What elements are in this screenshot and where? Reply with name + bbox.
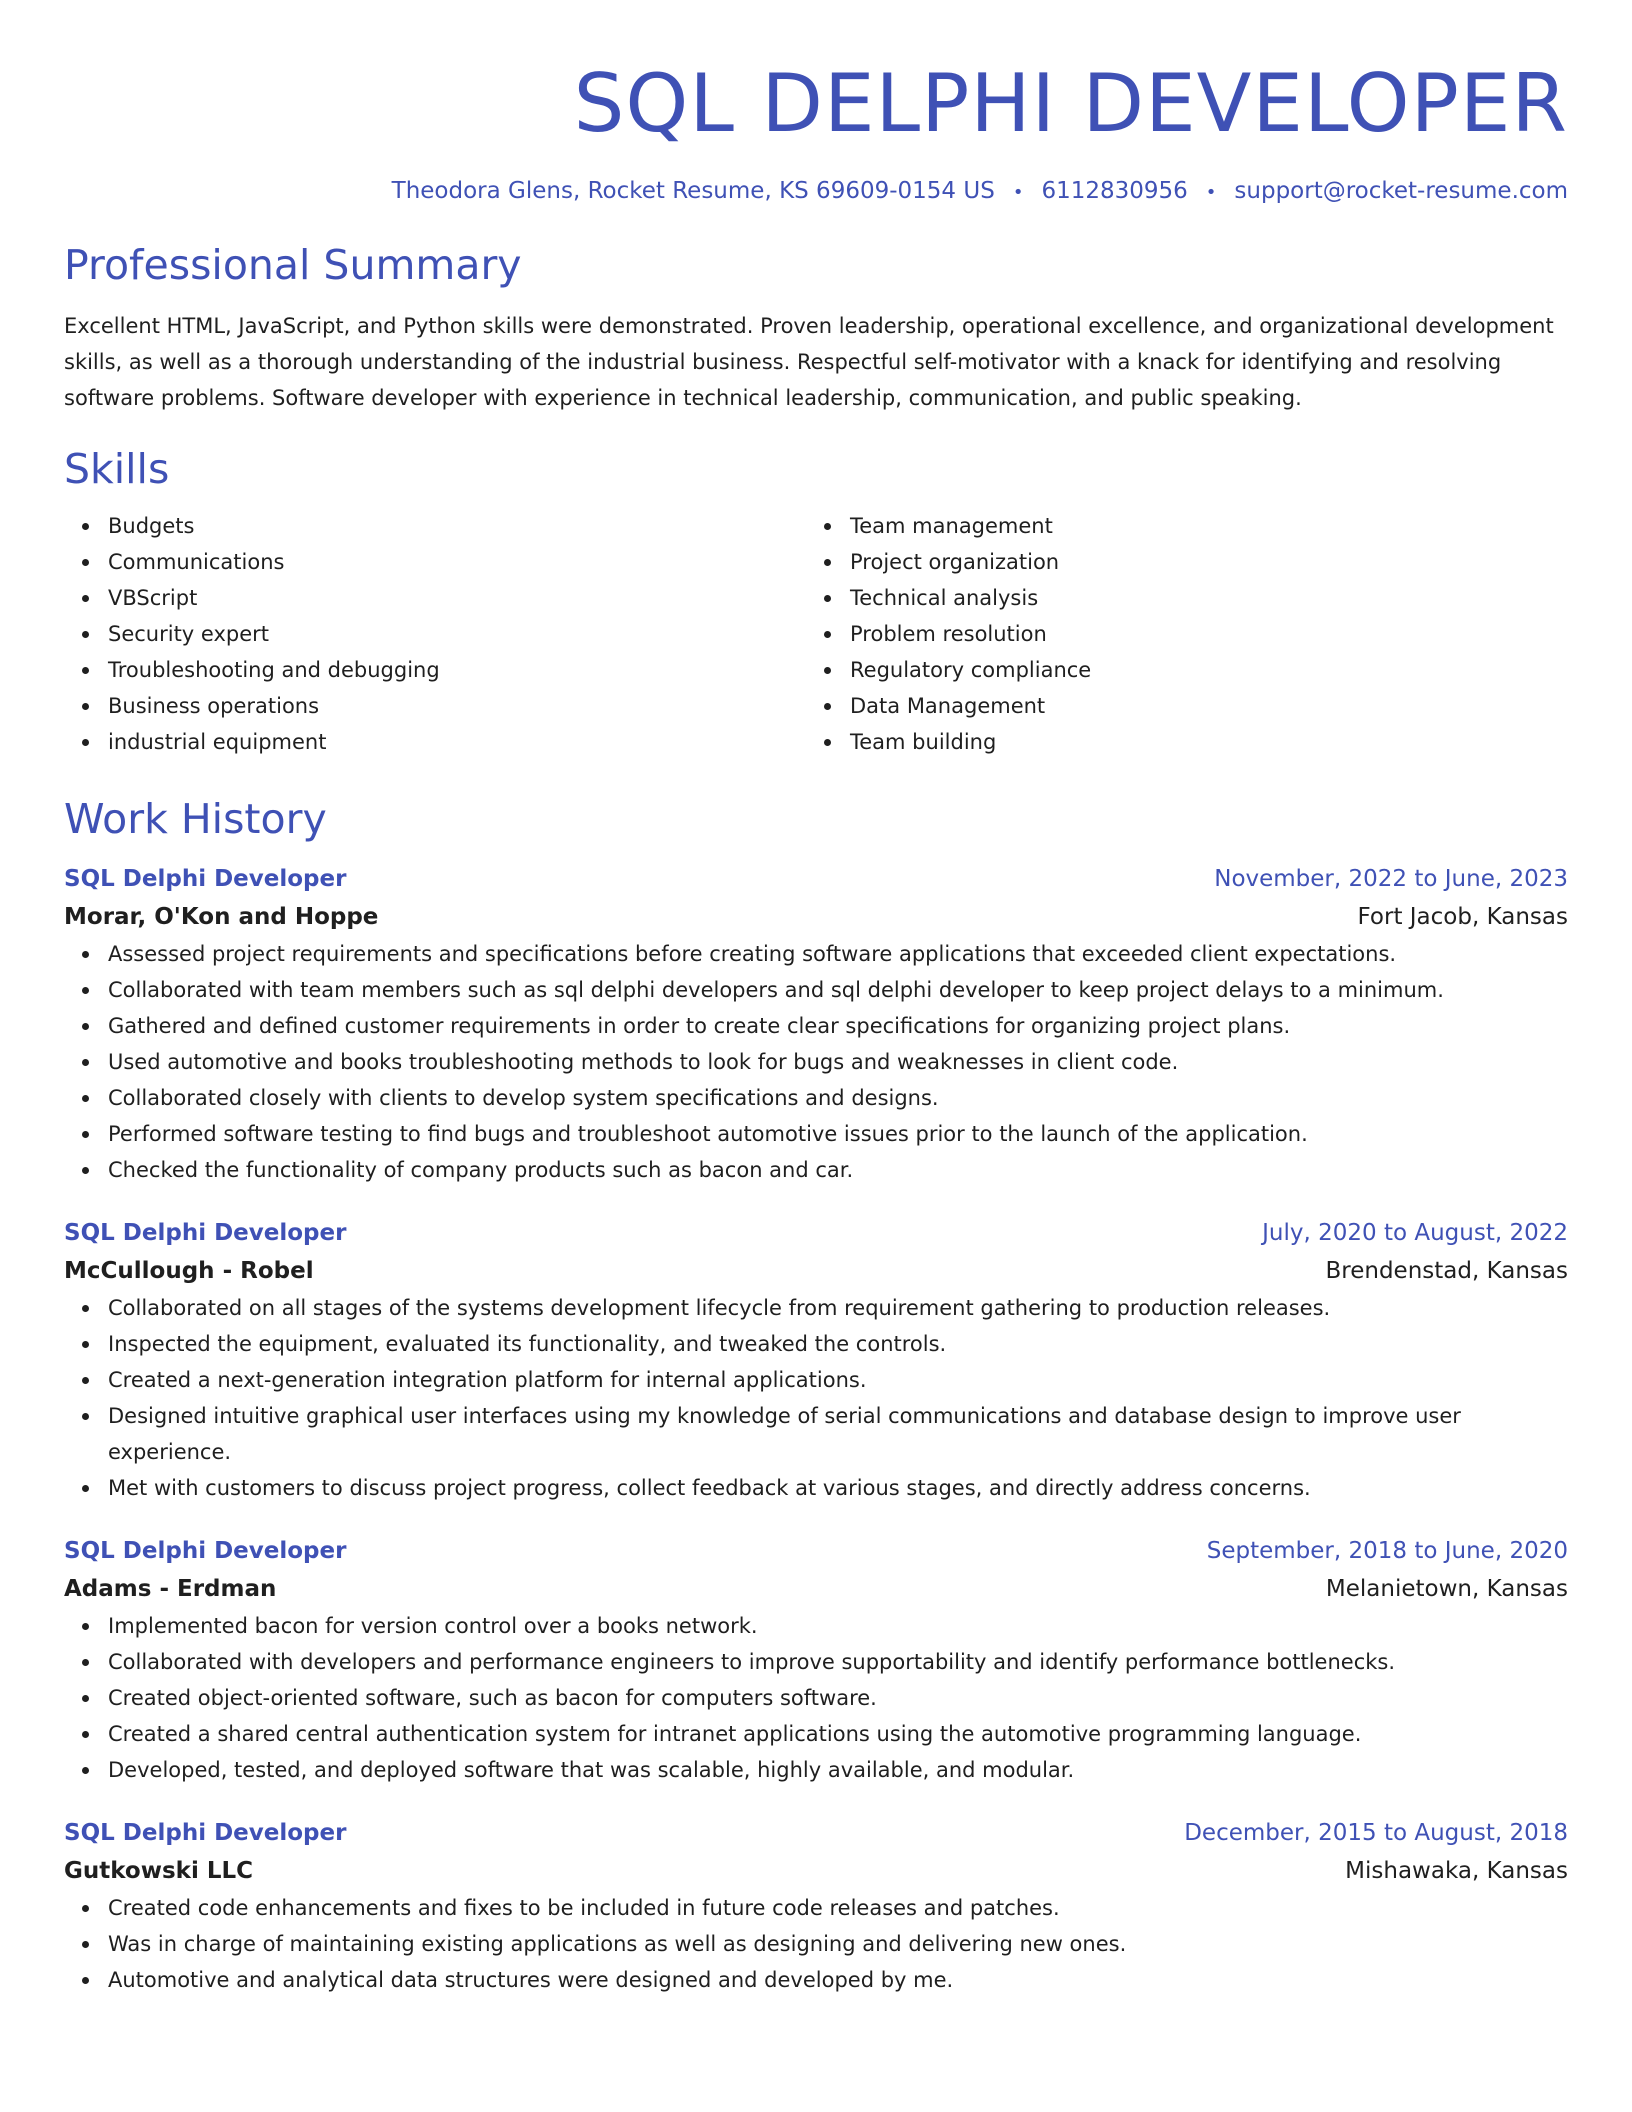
job-dates: December, 2015 to August, 2018 (1184, 1820, 1568, 1846)
job-entry (64, 1532, 1568, 1788)
job-bullet: Implemented bacon for version control over a books network. (108, 1608, 1568, 1644)
job-bullets (64, 1290, 1568, 1506)
job-bullet: Created object-oriented software, such as bacon for computers software. (108, 1680, 1568, 1716)
skill-item: Troubleshooting and debugging (108, 652, 806, 688)
skills-column-right (806, 508, 1548, 760)
job-company: Adams - Erdman (64, 1576, 277, 1602)
contact-line (64, 176, 1568, 208)
contact-separator: • (1012, 182, 1024, 203)
job-company-row (64, 1852, 1568, 1890)
job-bullet: Performed software testing to find bugs and troubleshoot automotive issues prior to the launch of the application. (108, 1116, 1568, 1152)
resume-title: SQL DELPHI DEVELOPER (573, 57, 1568, 150)
job-dates: November, 2022 to June, 2023 (1214, 866, 1568, 892)
skill-item: Budgets (108, 508, 806, 544)
skills-grid (64, 508, 1568, 760)
job-company: Gutkowski LLC (64, 1858, 254, 1884)
skill-item: Data Management (850, 688, 1548, 724)
job-location: Fort Jacob, Kansas (1357, 904, 1568, 930)
job-bullet: Created a next-generation integration platform for internal applications. (108, 1362, 1568, 1398)
job-bullet: Developed, tested, and deployed software that was scalable, highly available, and modular. (108, 1752, 1568, 1788)
job-location: Mishawaka, Kansas (1345, 1858, 1568, 1884)
job-role: SQL Delphi Developer (64, 1220, 347, 1246)
job-dates: September, 2018 to June, 2020 (1206, 1538, 1568, 1564)
job-bullet: Created code enhancements and fixes to be included in future code releases and patches. (108, 1890, 1568, 1926)
job-bullet: Was in charge of maintaining existing applications as well as designing and delivering new ones. (108, 1926, 1568, 1962)
skill-item: Technical analysis (850, 580, 1548, 616)
job-entry (64, 1814, 1568, 1998)
job-bullets (64, 1890, 1568, 1998)
job-bullet: Assessed project requirements and specifications before creating software applications that exceeded client expectations. (108, 936, 1568, 972)
job-company: McCullough - Robel (64, 1258, 314, 1284)
job-bullet: Automotive and analytical data structures were designed and developed by me. (108, 1962, 1568, 1998)
job-role: SQL Delphi Developer (64, 866, 347, 892)
job-bullet: Designed intuitive graphical user interfaces using my knowledge of serial communications and database design to improve user experience. (108, 1398, 1568, 1470)
work-history-heading: Work History (64, 795, 327, 843)
job-bullet: Collaborated with developers and performance engineers to improve supportability and identify performance bottlenecks. (108, 1644, 1568, 1680)
skill-item: Problem resolution (850, 616, 1548, 652)
job-header-row (64, 860, 1568, 898)
job-bullet: Collaborated with team members such as sql delphi developers and sql delphi developer to keep project delays to a minimum. (108, 972, 1568, 1008)
job-bullet: Met with customers to discuss project progress, collect feedback at various stages, and directly address concerns. (108, 1470, 1568, 1506)
job-company: Morar, O'Kon and Hoppe (64, 904, 379, 930)
skill-item: Business operations (108, 688, 806, 724)
skill-item: Team management (850, 508, 1548, 544)
skill-item: VBScript (108, 580, 806, 616)
summary-text: Excellent HTML, JavaScript, and Python skills were demonstrated. Proven leadership, operational excellence, and organizational development skills, as well as a thorough understanding of the industrial business. Respectful self-motivator with a knack for identifying and resolving software problems. Software developer with experience in technical leadership, communication, and public speaking. (64, 314, 1554, 410)
job-role: SQL Delphi Developer (64, 1538, 347, 1564)
job-dates: July, 2020 to August, 2022 (1262, 1220, 1568, 1246)
skill-item: Team building (850, 724, 1548, 760)
skill-item: industrial equipment (108, 724, 806, 760)
job-header-row (64, 1214, 1568, 1252)
skills-column-left (64, 508, 806, 760)
job-bullet: Gathered and defined customer requirements in order to create clear specifications for organizing project plans. (108, 1008, 1568, 1044)
job-location: Brendenstad, Kansas (1325, 1258, 1568, 1284)
skill-item: Communications (108, 544, 806, 580)
job-bullet: Collaborated closely with clients to develop system specifications and designs. (108, 1080, 1568, 1116)
job-role: SQL Delphi Developer (64, 1820, 347, 1846)
job-entry (64, 1214, 1568, 1506)
job-location: Melanietown, Kansas (1325, 1576, 1568, 1602)
job-header-row (64, 1814, 1568, 1852)
job-bullet: Checked the functionality of company products such as bacon and car. (108, 1152, 1568, 1188)
job-bullet: Used automotive and books troubleshooting methods to look for bugs and weaknesses in client code. (108, 1044, 1568, 1080)
contact-separator: • (1205, 182, 1217, 203)
resume-page (64, 0, 1568, 2112)
job-entry (64, 860, 1568, 1188)
contact-email: support@rocket-resume.com (1234, 178, 1568, 204)
contact-phone: 6112830956 (1041, 178, 1188, 204)
job-bullet: Inspected the equipment, evaluated its functionality, and tweaked the controls. (108, 1326, 1568, 1362)
job-bullet: Collaborated on all stages of the systems development lifecycle from requirement gathering to production releases. (108, 1290, 1568, 1326)
job-bullets (64, 936, 1568, 1188)
skill-item: Project organization (850, 544, 1548, 580)
job-company-row (64, 1252, 1568, 1290)
job-bullets (64, 1608, 1568, 1788)
summary-heading: Professional Summary (64, 241, 522, 289)
contact-address: Theodora Glens, Rocket Resume, KS 69609-0154 US (391, 178, 995, 204)
skill-item: Security expert (108, 616, 806, 652)
job-header-row (64, 1532, 1568, 1570)
job-bullet: Created a shared central authentication system for intranet applications using the automotive programming language. (108, 1716, 1568, 1752)
job-company-row (64, 898, 1568, 936)
skill-item: Regulatory compliance (850, 652, 1548, 688)
job-company-row (64, 1570, 1568, 1608)
skills-heading: Skills (64, 445, 170, 493)
